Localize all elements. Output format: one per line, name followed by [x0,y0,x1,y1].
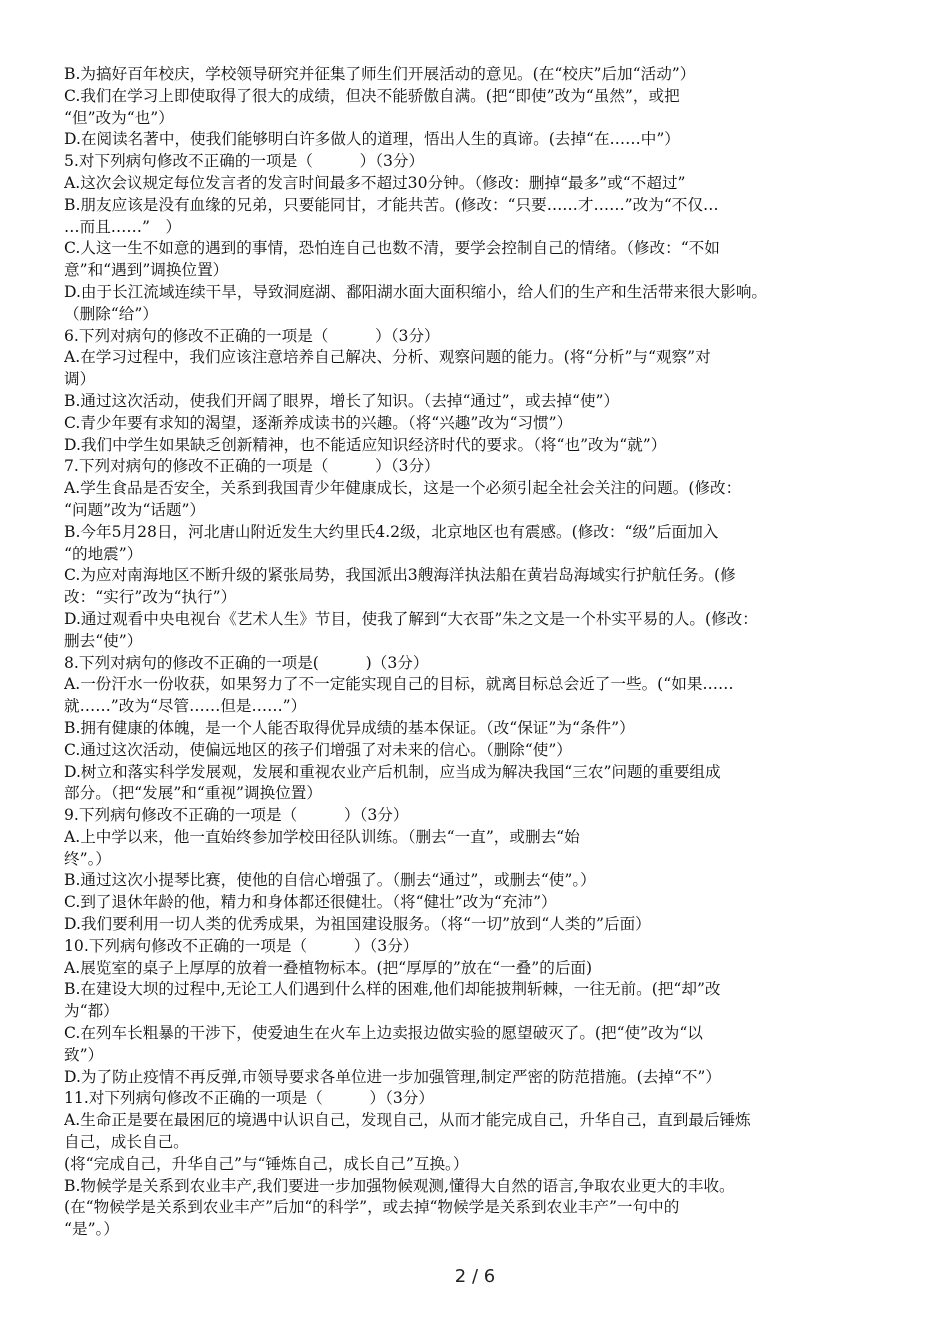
text-line: 意”和“遇到”调换位置） [64,261,229,280]
question-5-stem: 5.对下列病句修改不正确的一项是（ ）（3分） [64,152,425,171]
question-6-stem: 6.下列对病句的修改不正确的一项是（ ）（3分） [64,326,440,345]
text-line: D.通过观看中央电视台《艺术人生》节目，使我了解到“大衣哥”朱之文是一个朴实平易的人。(修改： [64,609,758,628]
text-line: B.通过这次活动，使我们开阔了眼界，增长了知识。（去掉“通过”，或去掉“使”） [64,391,620,410]
text-line: C.通过这次活动，使偏远地区的孩子们增强了对未来的信心。（删除“使”） [64,740,572,759]
text-line: （删除“给”） [64,304,158,323]
text-line: B.物候学是关系到农业丰产,我们要进一步加强物候观测,懂得大自然的语言,争取农业更大的丰收。 [64,1176,735,1195]
text-line: 终”。） [64,849,111,868]
text-line: 就……”改为“尽管……但是……”） [64,697,307,716]
text-line: 致”） [64,1045,104,1064]
text-line: “的地震”） [64,544,143,563]
text-line: D.为了防止疫情不再反弹,市领导要求各单位进一步加强管理,制定严密的防范措施。(去掉“不”） [64,1067,722,1086]
text-line: 调） [64,370,96,389]
text-line: C.在列车长粗暴的干涉下，使爱迪生在火车上边卖报边做实验的愿望破灭了。(把“使”改为“以 [64,1024,703,1043]
text-line: A.在学习过程中，我们应该注意培养自己解决、分析、观察问题的能力。(将“分析”与“观察”对 [64,348,711,367]
text-line: “是”。） [64,1220,119,1239]
text-line: D.在阅读名著中，使我们能够明白许多做人的道理，悟出人生的真谛。(去掉“在……中”） [64,130,680,149]
text-line: 为“都） [64,1002,119,1021]
page-number: 2 / 6 [454,1266,496,1287]
text-line: B.通过这次小提琴比赛，使他的自信心增强了。（删去“通过”，或删去“使”。） [64,871,596,890]
text-line: A.一份汗水一份收获，如果努力了不一定能实现自己的目标，就离目标总会近了一些。(“如果…… [64,675,734,694]
text-line: C.为应对南海地区不断升级的紧张局势，我国派出3艘海洋执法船在黄岩岛海域实行护航任务。(修 [64,566,736,585]
text-line: D.树立和落实科学发展观，发展和重视农业产后机制，应当成为解决我国“三农”问题的重要组成 [64,762,721,781]
text-line: “但”改为“也”） [64,108,174,127]
text-line: C.我们在学习上即使取得了很大的成绩，但决不能骄傲自满。(把“即使”改为“虽然”，或把 [64,86,680,105]
text-line: (在“物候学是关系到农业丰产”后加“的科学”，或去掉“物候学是关系到农业丰产”一句中的 [64,1198,680,1217]
text-line: 改：“实行”改为“执行”） [64,588,237,607]
text-line: B.拥有健康的体魄，是一个人能否取得优异成绩的基本保证。（改“保证”为“条件”） [64,718,635,737]
text-line: D.由于长江流域连续干旱，导致洞庭湖、鄱阳湖水面大面积缩小，给人们的生产和生活带来很大影响。 [64,282,768,301]
text-line: 部分。（把“发展”和“重视”调换位置） [64,784,322,803]
text-line: A.展览室的桌子上厚厚的放着一叠植物标本。(把“厚厚的”放在“一叠”的后面) [64,958,593,977]
question-9-stem: 9.下列病句修改不正确的一项是（ ）（3分） [64,806,409,825]
question-11-stem: 11.对下列病句修改不正确的一项是（ ）（3分） [64,1089,434,1108]
text-line: A.这次会议规定每位发言者的发言时间最多不超过30分钟。（修改：删掉“最多”或“不超过” [64,173,686,192]
text-line: “问题”改为“话题”） [64,500,206,519]
text-line: 自己，成长自己。 [64,1133,189,1152]
text-line: D.我们中学生如果缺乏创新精神，也不能适应知识经济时代的要求。（将“也”改为“就”） [64,435,667,454]
text-line: C.人这一生不如意的遇到的事情，恐怕连自己也数不清，要学会控制自己的情绪。（修改：“不如 [64,239,720,258]
text-line: A.学生食品是否安全，关系到我国青少年健康成长，这是一个必须引起全社会关注的问题。(修改： [64,479,742,498]
text-line: D.我们要利用一切人类的优秀成果，为祖国建设服务。（将“一切”放到“人类的”后面） [64,915,651,934]
text-line: A.上中学以来，他一直始终参加学校田径队训练。（删去“一直”，或删去“始 [64,827,580,846]
text-line: 删去“使”） [64,631,143,650]
document-page [64,64,894,1241]
text-line: (将“完成自己，升华自己”与“锤炼自己，成长自己”互换。） [64,1154,469,1173]
question-7-stem: 7.下列对病句的修改不正确的一项是（ ）（3分） [64,457,440,476]
question-8-stem: 8.下列对病句的修改不正确的一项是( )（3分） [64,653,429,672]
text-line: C.到了退休年龄的他，精力和身体都还很健壮。（将“健壮”改为“充沛”） [64,893,557,912]
text-line: A.生命正是要在最困厄的境遇中认识自己，发现自己，从而才能完成自己，升华自己，直到最后锤炼 [64,1111,751,1130]
text-line: B.在建设大坝的过程中,无论工人们遇到什么样的困难,他们却能披荆斩棘，一往无前。(把“却”改 [64,980,721,999]
text-line: B.为搞好百年校庆，学校领导研究并征集了师生们开展活动的意见。(在“校庆”后加“活动”） [64,65,696,83]
text-line: C.青少年要有求知的渴望，逐渐养成读书的兴趣。（将“兴趣”改为“习惯”） [64,413,573,432]
text-line: …而且……” ） [64,217,182,236]
text-line: B.朋友应该是没有血缘的兄弟，只要能同甘，才能共苦。(修改：“只要……才……”改为“不仅… [64,195,719,214]
question-10-stem: 10.下列病句修改不正确的一项是（ ）（3分） [64,936,419,955]
text-line: B.今年5月28日，河北唐山附近发生大约里氏4.2级，北京地区也有震感。(修改：“级”后面加入 [64,522,719,541]
